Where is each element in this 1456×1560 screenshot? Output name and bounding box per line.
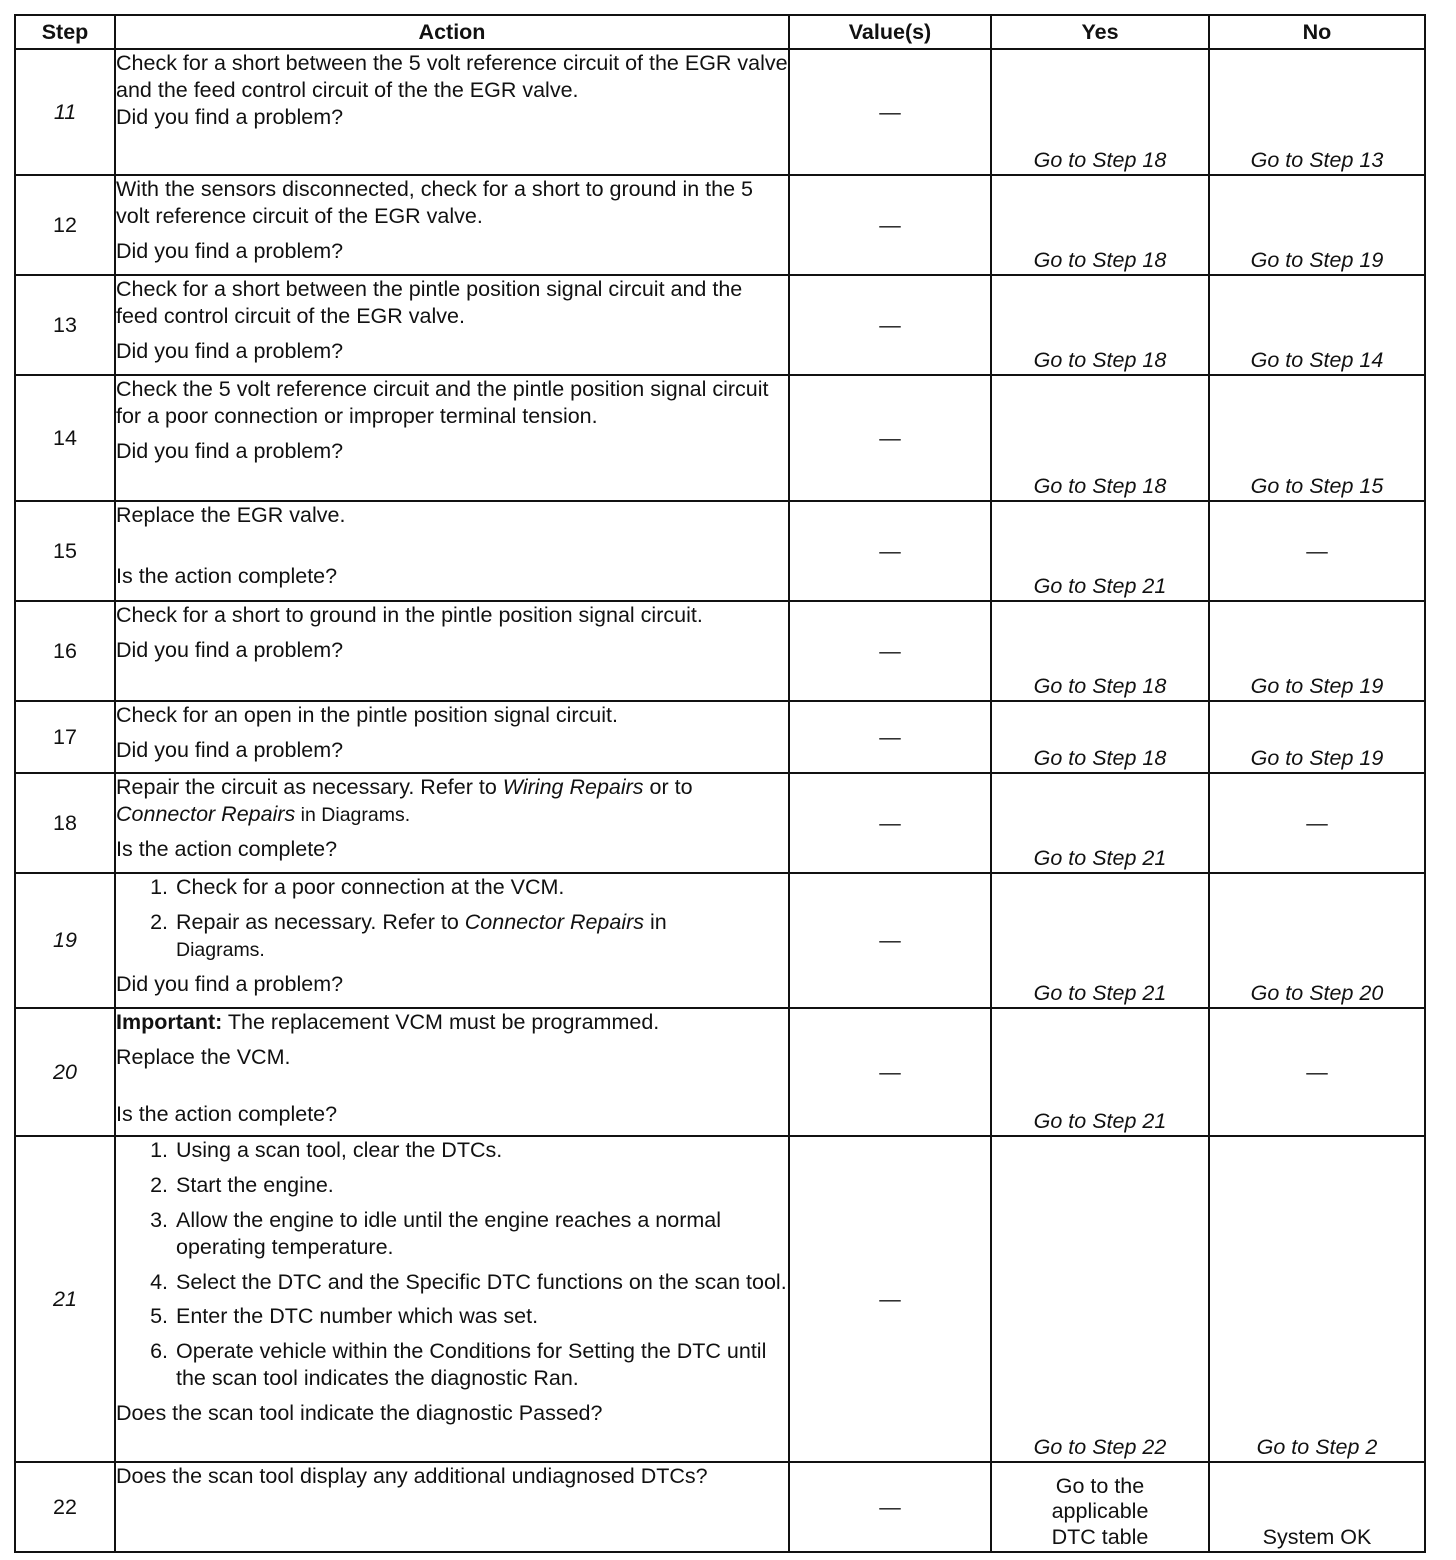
yes-cell: Go to Step 18 xyxy=(991,175,1209,275)
action-question: Did you find a problem? xyxy=(116,338,344,363)
no-cell: System OK xyxy=(1209,1462,1425,1552)
yes-cell: Go to Step 18 xyxy=(991,275,1209,375)
list-item-text: Operate vehicle within the Conditions for Setting the DTC until the scan tool indicates the diagnostic Ran. xyxy=(176,1339,767,1391)
value-cell: — xyxy=(789,773,991,873)
step-number: 16 xyxy=(15,601,115,701)
value-cell: — xyxy=(789,1008,991,1136)
action-question: Did you find a problem? xyxy=(116,438,344,463)
table-row xyxy=(15,601,1425,701)
yes-cell: Go to Step 18 xyxy=(991,701,1209,773)
action-cell xyxy=(115,1136,789,1462)
list-item-text: Enter the DTC number which was set. xyxy=(176,1304,539,1329)
list-item-text: Select the DTC and the Specific DTC functions on the scan tool. xyxy=(176,1269,787,1294)
table-row xyxy=(15,175,1425,275)
list-item-text-part: Repair as necessary. Refer to xyxy=(176,909,465,934)
value-cell: — xyxy=(789,1462,991,1552)
list-item xyxy=(116,1172,788,1199)
table-row xyxy=(15,873,1425,1008)
list-item-text xyxy=(176,909,788,963)
action-question: Did you find a problem? xyxy=(116,971,344,996)
action-text-part: in Diagrams. xyxy=(295,803,411,826)
list-item-text: Start the engine. xyxy=(176,1172,334,1197)
action-text: Replace the VCM. xyxy=(116,1044,291,1069)
table-row xyxy=(15,275,1425,375)
action-cell xyxy=(115,175,789,275)
table-row xyxy=(15,1136,1425,1462)
connector-repairs-ref: Connector Repairs xyxy=(116,801,296,826)
yes-cell: Go to Step 18 xyxy=(991,49,1209,175)
yes-cell: Go to Step 21 xyxy=(991,773,1209,873)
no-cell: Go to Step 13 xyxy=(1209,49,1425,175)
action-cell xyxy=(115,375,789,501)
list-item-number: 1. xyxy=(150,1138,168,1162)
action-cell xyxy=(115,601,789,701)
value-cell: — xyxy=(789,1136,991,1462)
step-number: 11 xyxy=(15,49,115,175)
action-text: Check for a short between the 5 volt reference circuit of the EGR valve and the feed control circuit of the the EGR valve. xyxy=(116,51,788,102)
value-cell: — xyxy=(789,601,991,701)
list-item xyxy=(116,1338,788,1392)
list-item-text-part: in xyxy=(644,909,667,934)
list-item xyxy=(116,1303,788,1330)
yes-cell: Go to Step 21 xyxy=(991,1008,1209,1136)
list-item-number: 4. xyxy=(150,1269,168,1294)
action-question: Is the action complete? xyxy=(116,836,338,861)
step-number: 15 xyxy=(15,501,115,601)
yes-line: DTC table xyxy=(1051,1525,1149,1550)
connector-repairs-ref: Connector Repairs xyxy=(464,909,645,934)
wiring-repairs-ref: Wiring Repairs xyxy=(502,775,644,799)
table-row xyxy=(15,49,1425,175)
value-cell: — xyxy=(789,701,991,773)
action-cell xyxy=(115,701,789,773)
action-cell xyxy=(115,1008,789,1136)
action-text-part: Repair the circuit as necessary. Refer to xyxy=(116,775,503,799)
no-cell: — xyxy=(1209,501,1425,601)
action-cell xyxy=(115,773,789,873)
yes-line: Go to the xyxy=(1055,1473,1145,1498)
list-item-number: 2. xyxy=(150,909,168,934)
step-number: 21 xyxy=(15,1136,115,1462)
yes-cell: Go to Step 18 xyxy=(991,601,1209,701)
step-number: 19 xyxy=(15,873,115,1008)
list-item xyxy=(116,874,788,901)
action-cell xyxy=(115,873,789,1008)
action-cell xyxy=(115,275,789,375)
action-text: With the sensors disconnected, check for a short to ground in the 5 volt reference circuit of the EGR valve. xyxy=(116,177,753,228)
diagnostic-table xyxy=(14,14,1426,1553)
important-label: Important: xyxy=(116,1010,223,1034)
no-cell: Go to Step 2 xyxy=(1209,1136,1425,1462)
step-number: 17 xyxy=(15,701,115,773)
step-number: 18 xyxy=(15,773,115,873)
action-question: Does the scan tool indicate the diagnostic Passed? xyxy=(116,1401,603,1425)
step-number: 14 xyxy=(15,375,115,501)
action-text: Check for an open in the pintle position signal circuit. xyxy=(116,703,618,727)
action-question: Is the action complete? xyxy=(116,1101,338,1126)
action-cell: Does the scan tool display any additional undiagnosed DTCs? xyxy=(115,1462,789,1552)
action-cell xyxy=(115,49,789,175)
table-row xyxy=(15,701,1425,773)
action-steps-list xyxy=(116,874,788,963)
list-item-text: Using a scan tool, clear the DTCs. xyxy=(176,1138,503,1162)
table-row xyxy=(15,1008,1425,1136)
no-cell: Go to Step 19 xyxy=(1209,175,1425,275)
table-row xyxy=(15,501,1425,601)
value-cell: — xyxy=(789,275,991,375)
value-cell: — xyxy=(789,375,991,501)
list-item xyxy=(116,1269,788,1296)
value-cell: — xyxy=(789,501,991,601)
action-steps-list xyxy=(116,1137,788,1392)
list-item-number: 2. xyxy=(150,1172,168,1197)
header-values: Value(s) xyxy=(789,15,991,49)
header-row xyxy=(15,15,1425,49)
action-cell xyxy=(115,501,789,601)
yes-cell: Go to Step 21 xyxy=(991,873,1209,1008)
table-row xyxy=(15,773,1425,873)
important-text: The replacement VCM must be programmed. xyxy=(222,1010,660,1034)
list-item-number: 6. xyxy=(150,1339,168,1364)
step-number: 13 xyxy=(15,275,115,375)
step-number: 22 xyxy=(15,1462,115,1552)
no-cell: Go to Step 19 xyxy=(1209,701,1425,773)
no-cell: Go to Step 14 xyxy=(1209,275,1425,375)
table-row xyxy=(15,375,1425,501)
step-number: 12 xyxy=(15,175,115,275)
yes-cell xyxy=(991,1462,1209,1552)
list-item xyxy=(116,909,788,963)
header-step: Step xyxy=(15,15,115,49)
action-text: Replace the EGR valve. xyxy=(116,503,346,527)
yes-cell: Go to Step 21 xyxy=(991,501,1209,601)
list-item-number: 5. xyxy=(150,1304,168,1329)
action-question: Did you find a problem? xyxy=(116,637,344,662)
action-text: Check the 5 volt reference circuit and the pintle position signal circuit for a poor connection or improper terminal tension. xyxy=(116,377,769,428)
list-item-number: 3. xyxy=(150,1207,168,1232)
header-yes: Yes xyxy=(991,15,1209,49)
action-question: Is the action complete? xyxy=(116,563,338,588)
list-item-text: Check for a poor connection at the VCM. xyxy=(176,875,565,899)
action-text xyxy=(116,774,788,828)
header-no: No xyxy=(1209,15,1425,49)
action-question: Did you find a problem? xyxy=(116,238,344,263)
table-row xyxy=(15,1462,1425,1552)
list-item-text: Allow the engine to idle until the engine reaches a normal operating temperature. xyxy=(176,1207,722,1259)
value-cell: — xyxy=(789,175,991,275)
no-cell: Go to Step 20 xyxy=(1209,873,1425,1008)
yes-cell: Go to Step 22 xyxy=(991,1136,1209,1462)
step-number: 20 xyxy=(15,1008,115,1136)
action-text: Check for a short to ground in the pintle position signal circuit. xyxy=(116,603,703,627)
list-item xyxy=(116,1207,788,1261)
action-text: Check for a short between the pintle position signal circuit and the feed control circuit of the EGR valve. xyxy=(116,277,743,328)
no-cell: Go to Step 15 xyxy=(1209,375,1425,501)
value-cell: — xyxy=(789,49,991,175)
important-note xyxy=(116,1009,788,1036)
header-action: Action xyxy=(115,15,789,49)
value-cell: — xyxy=(789,873,991,1008)
yes-cell: Go to Step 18 xyxy=(991,375,1209,501)
list-item-text-part: Diagrams. xyxy=(176,938,265,961)
yes-line: applicable xyxy=(1051,1499,1149,1524)
list-item xyxy=(116,1137,788,1164)
no-cell: Go to Step 19 xyxy=(1209,601,1425,701)
action-text-part: or to xyxy=(643,775,693,799)
action-question: Did you find a problem? xyxy=(116,737,344,762)
no-cell: — xyxy=(1209,1008,1425,1136)
list-item-number: 1. xyxy=(150,875,168,899)
action-question: Did you find a problem? xyxy=(116,104,344,129)
no-cell: — xyxy=(1209,773,1425,873)
